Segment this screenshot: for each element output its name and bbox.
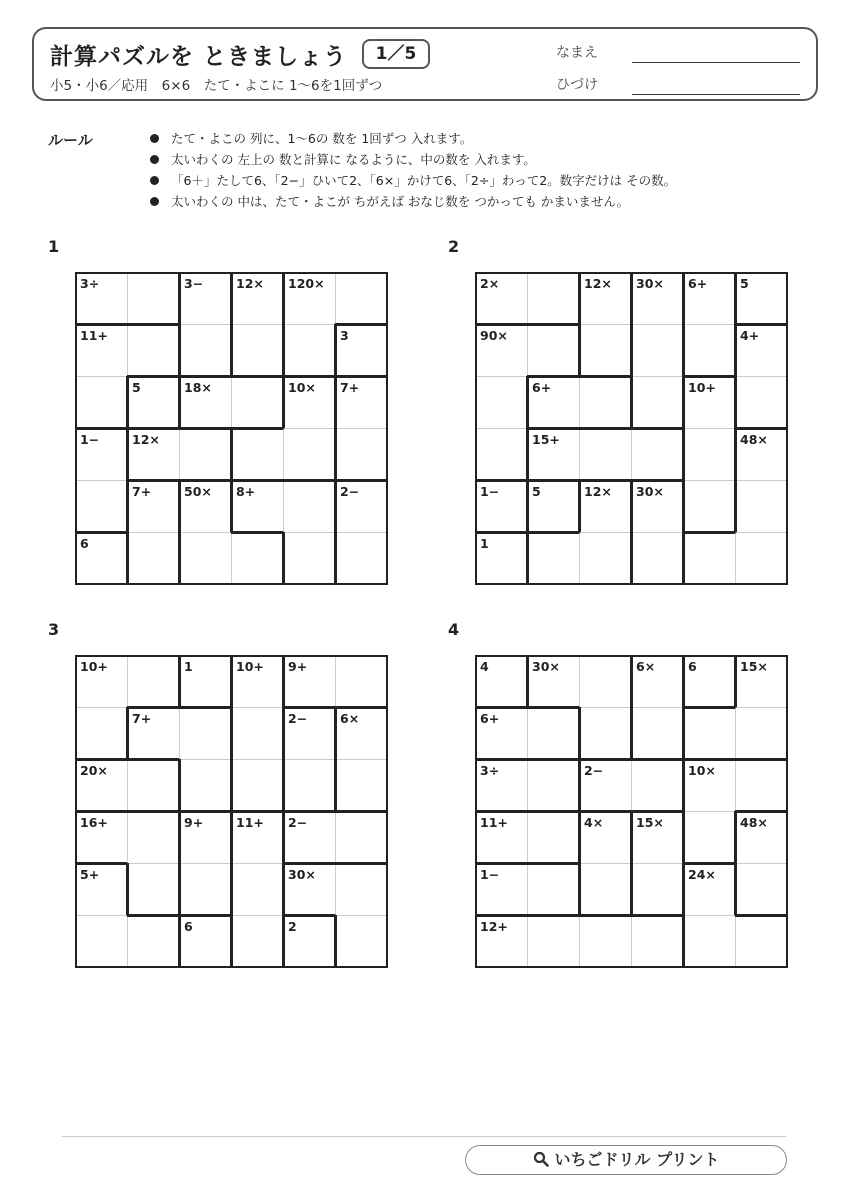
grid-cell[interactable] — [579, 915, 632, 968]
grid-cell[interactable] — [735, 863, 788, 916]
puzzle-grid — [475, 272, 788, 585]
puzzle-number: 1 — [48, 237, 60, 256]
rules-label: ルール — [48, 131, 93, 149]
grid-cell[interactable] — [735, 759, 788, 812]
grid-cell[interactable] — [179, 480, 232, 533]
grid-cell[interactable] — [527, 655, 580, 708]
cage-clue: 6 — [184, 919, 193, 934]
grid-cell[interactable] — [335, 480, 388, 533]
grid-cell[interactable] — [631, 655, 684, 708]
grid-cell[interactable] — [475, 324, 528, 377]
cage-clue: 16+ — [80, 815, 108, 830]
cage-clue: 30× — [636, 276, 664, 291]
cage-clue: 48× — [740, 432, 768, 447]
grid-cell[interactable] — [179, 272, 232, 325]
grid-cell[interactable] — [75, 324, 128, 377]
cage-clue: 1 — [184, 659, 193, 674]
grid-cell[interactable] — [475, 272, 528, 325]
grid-cell[interactable] — [283, 324, 336, 377]
puzzle-number: 4 — [448, 620, 460, 639]
grid-cell[interactable] — [631, 376, 684, 429]
puzzle-number: 3 — [48, 620, 60, 639]
grid-cell[interactable] — [631, 480, 684, 533]
cage-clue: 10× — [688, 763, 716, 778]
grid-cell[interactable] — [179, 811, 232, 864]
date-field[interactable] — [632, 94, 800, 95]
rule-item — [150, 191, 676, 212]
cage-clue: 12× — [584, 484, 612, 499]
rule-text: 「6＋」たして6、「2−」ひいて2、「6×」かけて6、「2÷」わって2。数字だけは その数。 — [171, 173, 677, 188]
puzzle-number: 2 — [448, 237, 460, 256]
cage-clue: 12× — [584, 276, 612, 291]
cage-clue: 7+ — [340, 380, 360, 395]
grid-cell[interactable] — [527, 707, 580, 760]
grid-cell[interactable] — [579, 480, 632, 533]
cage-clue: 1− — [80, 432, 100, 447]
cage-clue: 2− — [288, 815, 308, 830]
grid-cell[interactable] — [631, 532, 684, 585]
grid-cell[interactable] — [283, 759, 336, 812]
grid-cell[interactable] — [735, 811, 788, 864]
bullet-icon — [150, 197, 159, 206]
grid-cell[interactable] — [683, 915, 736, 968]
grid-cell[interactable] — [335, 532, 388, 585]
grid-cell[interactable] — [579, 376, 632, 429]
cage-clue: 6+ — [688, 276, 708, 291]
puzzle-grid — [75, 655, 388, 968]
cage-clue: 11+ — [80, 328, 108, 343]
cage-clue: 12× — [236, 276, 264, 291]
grid-cell[interactable] — [475, 532, 528, 585]
grid-cell[interactable] — [631, 272, 684, 325]
grid-cell[interactable] — [231, 324, 284, 377]
puzzle-grid — [75, 272, 388, 585]
name-label: なまえ — [556, 45, 598, 61]
cage-clue: 18× — [184, 380, 212, 395]
grid-cell[interactable] — [335, 324, 388, 377]
grid-cell[interactable] — [75, 376, 128, 429]
grid-cell[interactable] — [579, 324, 632, 377]
cage-clue: 10+ — [236, 659, 264, 674]
grid-cell[interactable] — [527, 863, 580, 916]
grid-cell[interactable] — [75, 811, 128, 864]
cage-clue: 48× — [740, 815, 768, 830]
grid-cell[interactable] — [579, 863, 632, 916]
grid-cell[interactable] — [127, 428, 180, 481]
cage-clue: 6 — [688, 659, 697, 674]
grid-cell[interactable] — [75, 707, 128, 760]
cage-clue: 24× — [688, 867, 716, 882]
cage-clue: 30× — [288, 867, 316, 882]
grid-cell[interactable] — [283, 915, 336, 968]
grid-cell[interactable] — [735, 376, 788, 429]
cage-clue: 6× — [340, 711, 360, 726]
rule-text: たて・よこの 列に、1〜6の 数を 1回ずつ 入れます。 — [171, 131, 473, 146]
cage-clue: 4 — [480, 659, 489, 674]
rule-item — [150, 170, 676, 191]
brand-name: いちごドリル プリント — [554, 1150, 720, 1169]
grid-cell[interactable] — [683, 480, 736, 533]
cage-clue: 15× — [740, 659, 768, 674]
grid-cell[interactable] — [283, 863, 336, 916]
grid-cell[interactable] — [283, 480, 336, 533]
grid-cell[interactable] — [179, 428, 232, 481]
grid-cell[interactable] — [179, 324, 232, 377]
grid-cell[interactable] — [527, 428, 580, 481]
grid-cell[interactable] — [231, 759, 284, 812]
grid-cell[interactable] — [335, 759, 388, 812]
cage-clue: 4+ — [740, 328, 760, 343]
bullet-icon — [150, 176, 159, 185]
cage-clue: 1− — [480, 867, 500, 882]
cage-clue: 8+ — [236, 484, 256, 499]
grid-cell[interactable] — [631, 863, 684, 916]
grid-cell[interactable] — [735, 532, 788, 585]
grid-cell[interactable] — [283, 655, 336, 708]
grid-cell[interactable] — [231, 863, 284, 916]
brand-badge[interactable] — [465, 1145, 787, 1175]
grid-cell[interactable] — [127, 376, 180, 429]
grid-cell[interactable] — [231, 811, 284, 864]
cage-clue: 2× — [480, 276, 500, 291]
grid-cell[interactable] — [335, 915, 388, 968]
grid-cell[interactable] — [735, 707, 788, 760]
grid-cell[interactable] — [683, 655, 736, 708]
grid-cell[interactable] — [179, 915, 232, 968]
grid-cell[interactable] — [683, 272, 736, 325]
grid-cell[interactable] — [179, 376, 232, 429]
cage-clue: 10+ — [688, 380, 716, 395]
cage-clue: 6× — [636, 659, 656, 674]
grid-cell[interactable] — [179, 707, 232, 760]
cage-clue: 5 — [132, 380, 141, 395]
grid-cell[interactable] — [735, 324, 788, 377]
page-subtitle: 小5・小6／応用 6×6 たて・よこに 1〜6を1回ずつ — [50, 78, 383, 94]
grid-cell[interactable] — [683, 811, 736, 864]
cage-clue: 120× — [288, 276, 325, 291]
cage-clue: 9+ — [288, 659, 308, 674]
grid-cell[interactable] — [475, 480, 528, 533]
cage-clue: 3÷ — [80, 276, 100, 291]
grid-cell[interactable] — [127, 863, 180, 916]
grid-cell[interactable] — [283, 811, 336, 864]
cage-clue: 9+ — [184, 815, 204, 830]
grid-cell[interactable] — [735, 428, 788, 481]
cage-clue: 2 — [288, 919, 297, 934]
page-number-badge: 1／5 — [362, 39, 430, 69]
cage-clue: 10+ — [80, 659, 108, 674]
grid-cell[interactable] — [683, 324, 736, 377]
grid-cell[interactable] — [231, 532, 284, 585]
cage-clue: 3 — [340, 328, 349, 343]
grid-cell[interactable] — [631, 428, 684, 481]
grid-cell[interactable] — [179, 759, 232, 812]
grid-cell[interactable] — [75, 759, 128, 812]
grid-cell[interactable] — [75, 272, 128, 325]
rule-text: 太いわくの 左上の 数と計算に なるように、中の数を 入れます。 — [171, 152, 536, 167]
date-label: ひづけ — [556, 77, 598, 93]
grid-cell[interactable] — [475, 915, 528, 968]
grid-cell[interactable] — [283, 532, 336, 585]
grid-cell[interactable] — [579, 707, 632, 760]
grid-cell[interactable] — [631, 759, 684, 812]
grid-cell[interactable] — [527, 915, 580, 968]
cage-clue: 6 — [80, 536, 89, 551]
grid-cell[interactable] — [127, 324, 180, 377]
grid-cell[interactable] — [735, 480, 788, 533]
grid-cell[interactable] — [527, 759, 580, 812]
grid-cell[interactable] — [475, 863, 528, 916]
cage-clue: 3÷ — [480, 763, 500, 778]
name-field[interactable] — [632, 62, 800, 63]
search-icon — [533, 1151, 549, 1167]
grid-cell[interactable] — [127, 655, 180, 708]
grid-cell[interactable] — [631, 707, 684, 760]
grid-cell[interactable] — [283, 376, 336, 429]
cage-clue: 10× — [288, 380, 316, 395]
grid-cell[interactable] — [75, 863, 128, 916]
cage-clue: 30× — [636, 484, 664, 499]
grid-cell[interactable] — [127, 811, 180, 864]
grid-cell[interactable] — [475, 707, 528, 760]
grid-cell[interactable] — [527, 811, 580, 864]
grid-cell[interactable] — [527, 324, 580, 377]
grid-cell[interactable] — [179, 655, 232, 708]
grid-cell[interactable] — [75, 480, 128, 533]
grid-cell[interactable] — [527, 272, 580, 325]
grid-cell[interactable] — [579, 428, 632, 481]
cage-clue: 1− — [480, 484, 500, 499]
grid-cell[interactable] — [231, 915, 284, 968]
grid-cell[interactable] — [283, 428, 336, 481]
grid-cell[interactable] — [127, 707, 180, 760]
grid-cell[interactable] — [631, 915, 684, 968]
cage-clue: 11+ — [236, 815, 264, 830]
cage-clue: 15+ — [532, 432, 560, 447]
grid-cell[interactable] — [579, 811, 632, 864]
grid-cell[interactable] — [75, 655, 128, 708]
grid-cell[interactable] — [335, 272, 388, 325]
grid-cell[interactable] — [335, 655, 388, 708]
grid-cell[interactable] — [231, 428, 284, 481]
cage-clue: 4× — [584, 815, 604, 830]
cage-clue: 2− — [340, 484, 360, 499]
grid-cell[interactable] — [283, 272, 336, 325]
cage-clue: 3− — [184, 276, 204, 291]
grid-cell[interactable] — [75, 915, 128, 968]
grid-cell[interactable] — [127, 915, 180, 968]
grid-cell[interactable] — [631, 811, 684, 864]
grid-cell[interactable] — [231, 480, 284, 533]
grid-cell[interactable] — [127, 759, 180, 812]
rule-item — [150, 149, 676, 170]
grid-cell[interactable] — [683, 532, 736, 585]
cage-clue: 15× — [636, 815, 664, 830]
grid-cell[interactable] — [527, 480, 580, 533]
grid-cell[interactable] — [179, 863, 232, 916]
grid-cell[interactable] — [735, 915, 788, 968]
grid-cell[interactable] — [335, 863, 388, 916]
grid-cell[interactable] — [579, 272, 632, 325]
cage-clue: 30× — [532, 659, 560, 674]
grid-cell[interactable] — [231, 376, 284, 429]
grid-cell[interactable] — [735, 655, 788, 708]
grid-cell[interactable] — [475, 759, 528, 812]
page-title: 計算パズルを ときましょう — [50, 44, 348, 70]
grid-cell[interactable] — [127, 532, 180, 585]
grid-cell[interactable] — [683, 428, 736, 481]
cage-clue: 12× — [132, 432, 160, 447]
cage-clue: 6+ — [480, 711, 500, 726]
grid-cell[interactable] — [231, 707, 284, 760]
grid-cell[interactable] — [127, 480, 180, 533]
grid-cell[interactable] — [579, 655, 632, 708]
grid-cell[interactable] — [283, 707, 336, 760]
grid-cell[interactable] — [683, 707, 736, 760]
cage-clue: 2− — [288, 711, 308, 726]
grid-cell[interactable] — [579, 532, 632, 585]
cage-clue: 2− — [584, 763, 604, 778]
grid-cell[interactable] — [335, 376, 388, 429]
cage-clue: 90× — [480, 328, 508, 343]
bullet-icon — [150, 155, 159, 164]
grid-cell[interactable] — [179, 532, 232, 585]
grid-cell[interactable] — [75, 532, 128, 585]
bullet-icon — [150, 134, 159, 143]
cage-clue: 5+ — [80, 867, 100, 882]
cage-clue: 11+ — [480, 815, 508, 830]
rule-text: 太いわくの 中は、たて・よこが ちがえば おなじ数を つかっても かまいません。 — [171, 194, 630, 209]
grid-cell[interactable] — [335, 811, 388, 864]
grid-cell[interactable] — [335, 707, 388, 760]
puzzle-grid — [475, 655, 788, 968]
cage-clue: 6+ — [532, 380, 552, 395]
grid-cell[interactable] — [631, 324, 684, 377]
grid-cell[interactable] — [475, 811, 528, 864]
cage-clue: 50× — [184, 484, 212, 499]
grid-cell[interactable] — [335, 428, 388, 481]
cage-clue: 1 — [480, 536, 489, 551]
cage-clue: 5 — [532, 484, 541, 499]
grid-cell[interactable] — [231, 272, 284, 325]
grid-cell[interactable] — [475, 655, 528, 708]
footer-divider — [62, 1136, 786, 1137]
rules-list — [150, 128, 676, 212]
grid-cell[interactable] — [527, 532, 580, 585]
cage-clue: 7+ — [132, 711, 152, 726]
cage-clue: 5 — [740, 276, 749, 291]
cage-clue: 12+ — [480, 919, 508, 934]
grid-cell[interactable] — [683, 863, 736, 916]
grid-cell[interactable] — [127, 272, 180, 325]
grid-cell[interactable] — [475, 376, 528, 429]
grid-cell[interactable] — [527, 376, 580, 429]
cage-clue: 20× — [80, 763, 108, 778]
grid-cell[interactable] — [231, 655, 284, 708]
cage-clue: 7+ — [132, 484, 152, 499]
grid-cell[interactable] — [683, 376, 736, 429]
grid-cell[interactable] — [579, 759, 632, 812]
grid-cell[interactable] — [475, 428, 528, 481]
grid-cell[interactable] — [75, 428, 128, 481]
rule-item — [150, 128, 676, 149]
grid-cell[interactable] — [683, 759, 736, 812]
grid-cell[interactable] — [735, 272, 788, 325]
